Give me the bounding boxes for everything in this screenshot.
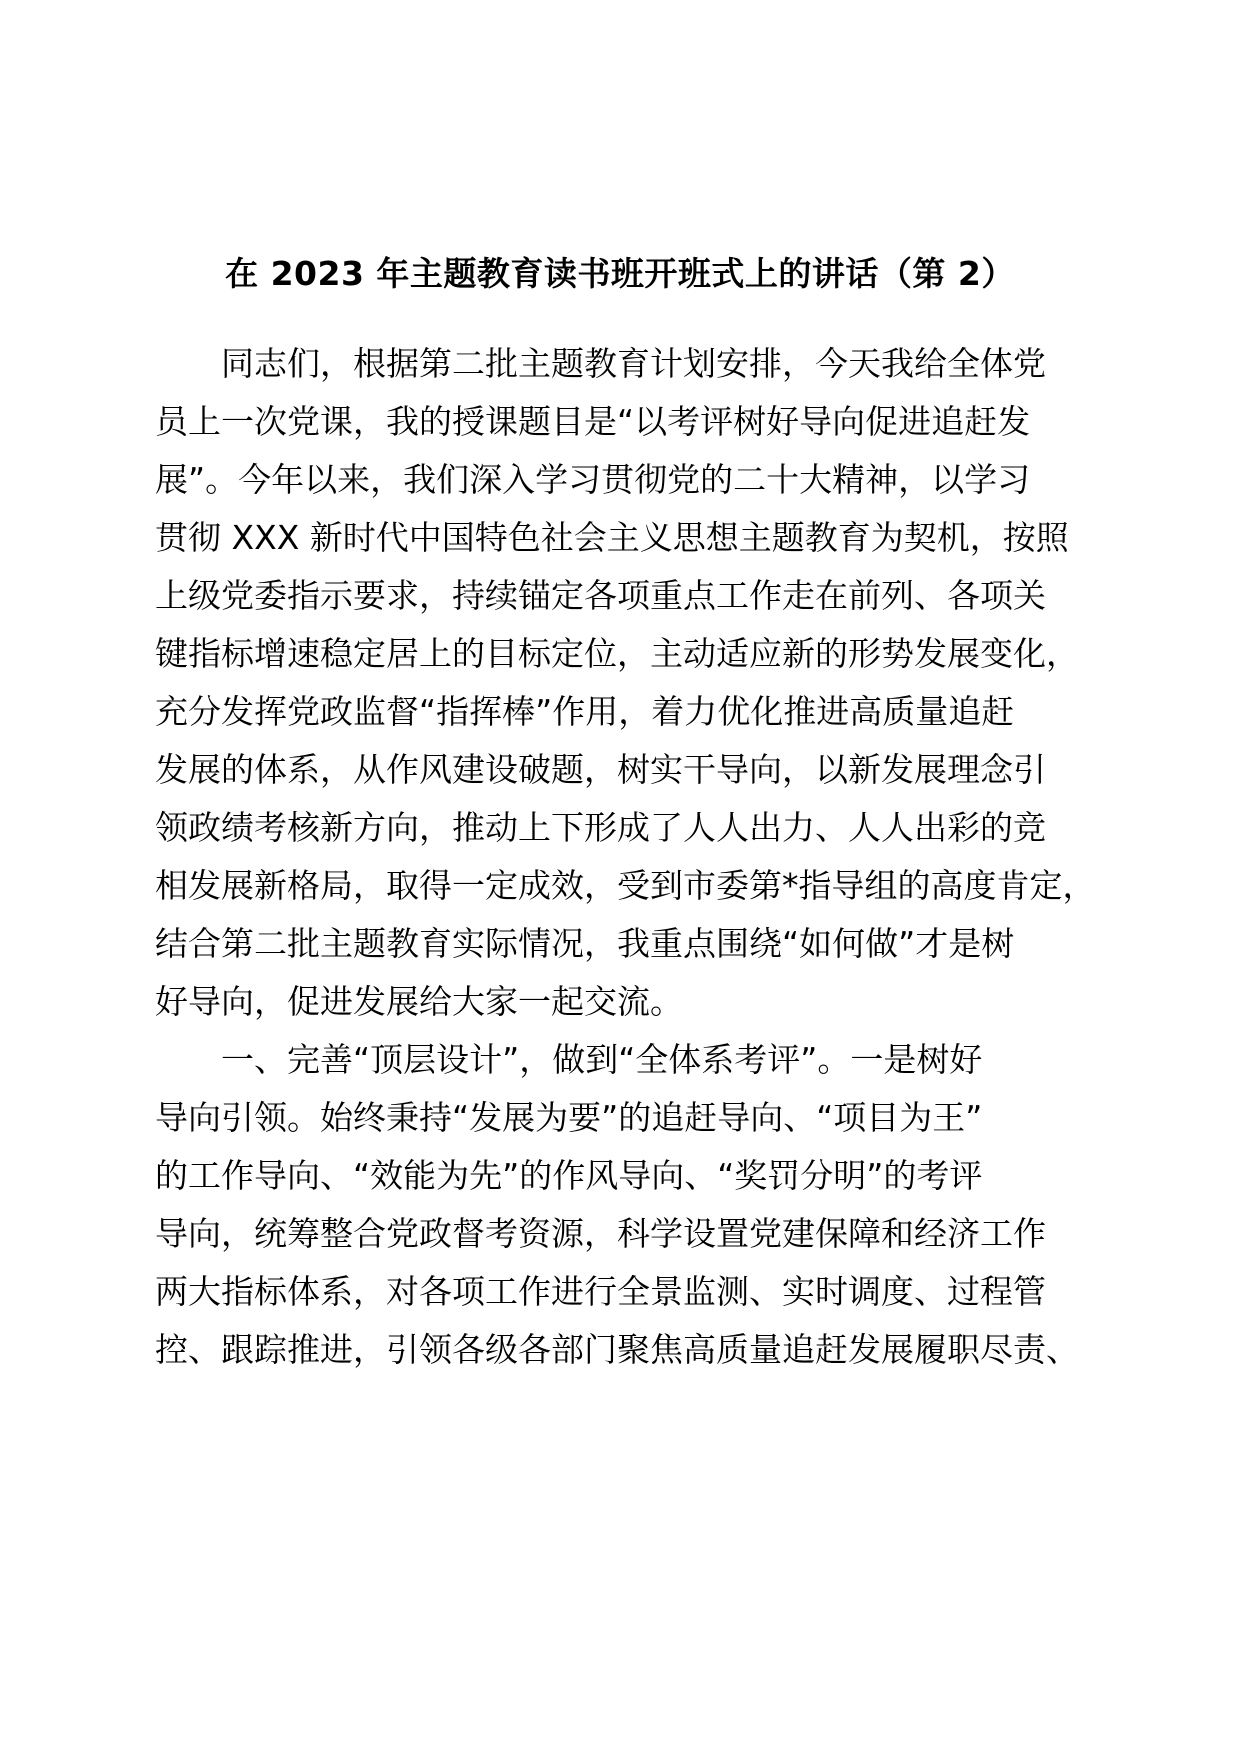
paragraph-line: 领政绩考核新方向，推动上下形成了人人出力、人人出彩的竞 <box>155 808 1046 847</box>
paragraph-line: 上级党委指示要求，持续锚定各项重点工作走在前列、各项关 <box>155 576 1046 615</box>
paragraph-line: 发展的体系，从作风建设破题，树实干导向，以新发展理念引 <box>155 750 1046 789</box>
paragraph-line: 一、完善“顶层设计”，做到“全体系考评”。一是树好 <box>221 1040 983 1079</box>
paragraph-line: 控、跟踪推进，引领各级各部门聚焦高质量追赶发展履职尽责、 <box>155 1330 1079 1369</box>
document-title: 在 2023 年主题教育读书班开班式上的讲话（第 2） <box>225 254 1015 293</box>
paragraph-line: 贯彻 XXX 新时代中国特色社会主义思想主题教育为契机，按照 <box>155 518 1069 557</box>
paragraph-line: 导向，统筹整合党政督考资源，科学设置党建保障和经济工作 <box>155 1214 1046 1253</box>
paragraph-line: 好导向，促进发展给大家一起交流。 <box>155 982 683 1021</box>
paragraph-line: 导向引领。始终秉持“发展为要”的追赶导向、“项目为王” <box>155 1098 983 1137</box>
paragraph-line: 充分发挥党政监督“指挥棒”作用，着力优化推进高质量追赶 <box>155 692 1015 731</box>
paragraph-line: 同志们，根据第二批主题教育计划安排，今天我给全体党 <box>221 344 1046 383</box>
paragraph-line: 键指标增速稳定居上的目标定位，主动适应新的形势发展变化， <box>155 634 1079 673</box>
paragraph-line: 展”。今年以来，我们深入学习贯彻党的二十大精神，以学习 <box>155 460 1031 499</box>
paragraph-line: 的工作导向、“效能为先”的作风导向、“奖罚分明”的考评 <box>155 1156 983 1195</box>
paragraph-line: 结合第二批主题教育实际情况，我重点围绕“如何做”才是树 <box>155 924 1015 963</box>
paragraph-line: 员上一次党课，我的授课题目是“以考评树好导向促进追赶发 <box>155 402 1031 441</box>
paragraph-line: 相发展新格局，取得一定成效，受到市委第*指导组的高度肯定， <box>155 866 1096 905</box>
paragraph-line: 两大指标体系，对各项工作进行全景监测、实时调度、过程管 <box>155 1272 1046 1311</box>
